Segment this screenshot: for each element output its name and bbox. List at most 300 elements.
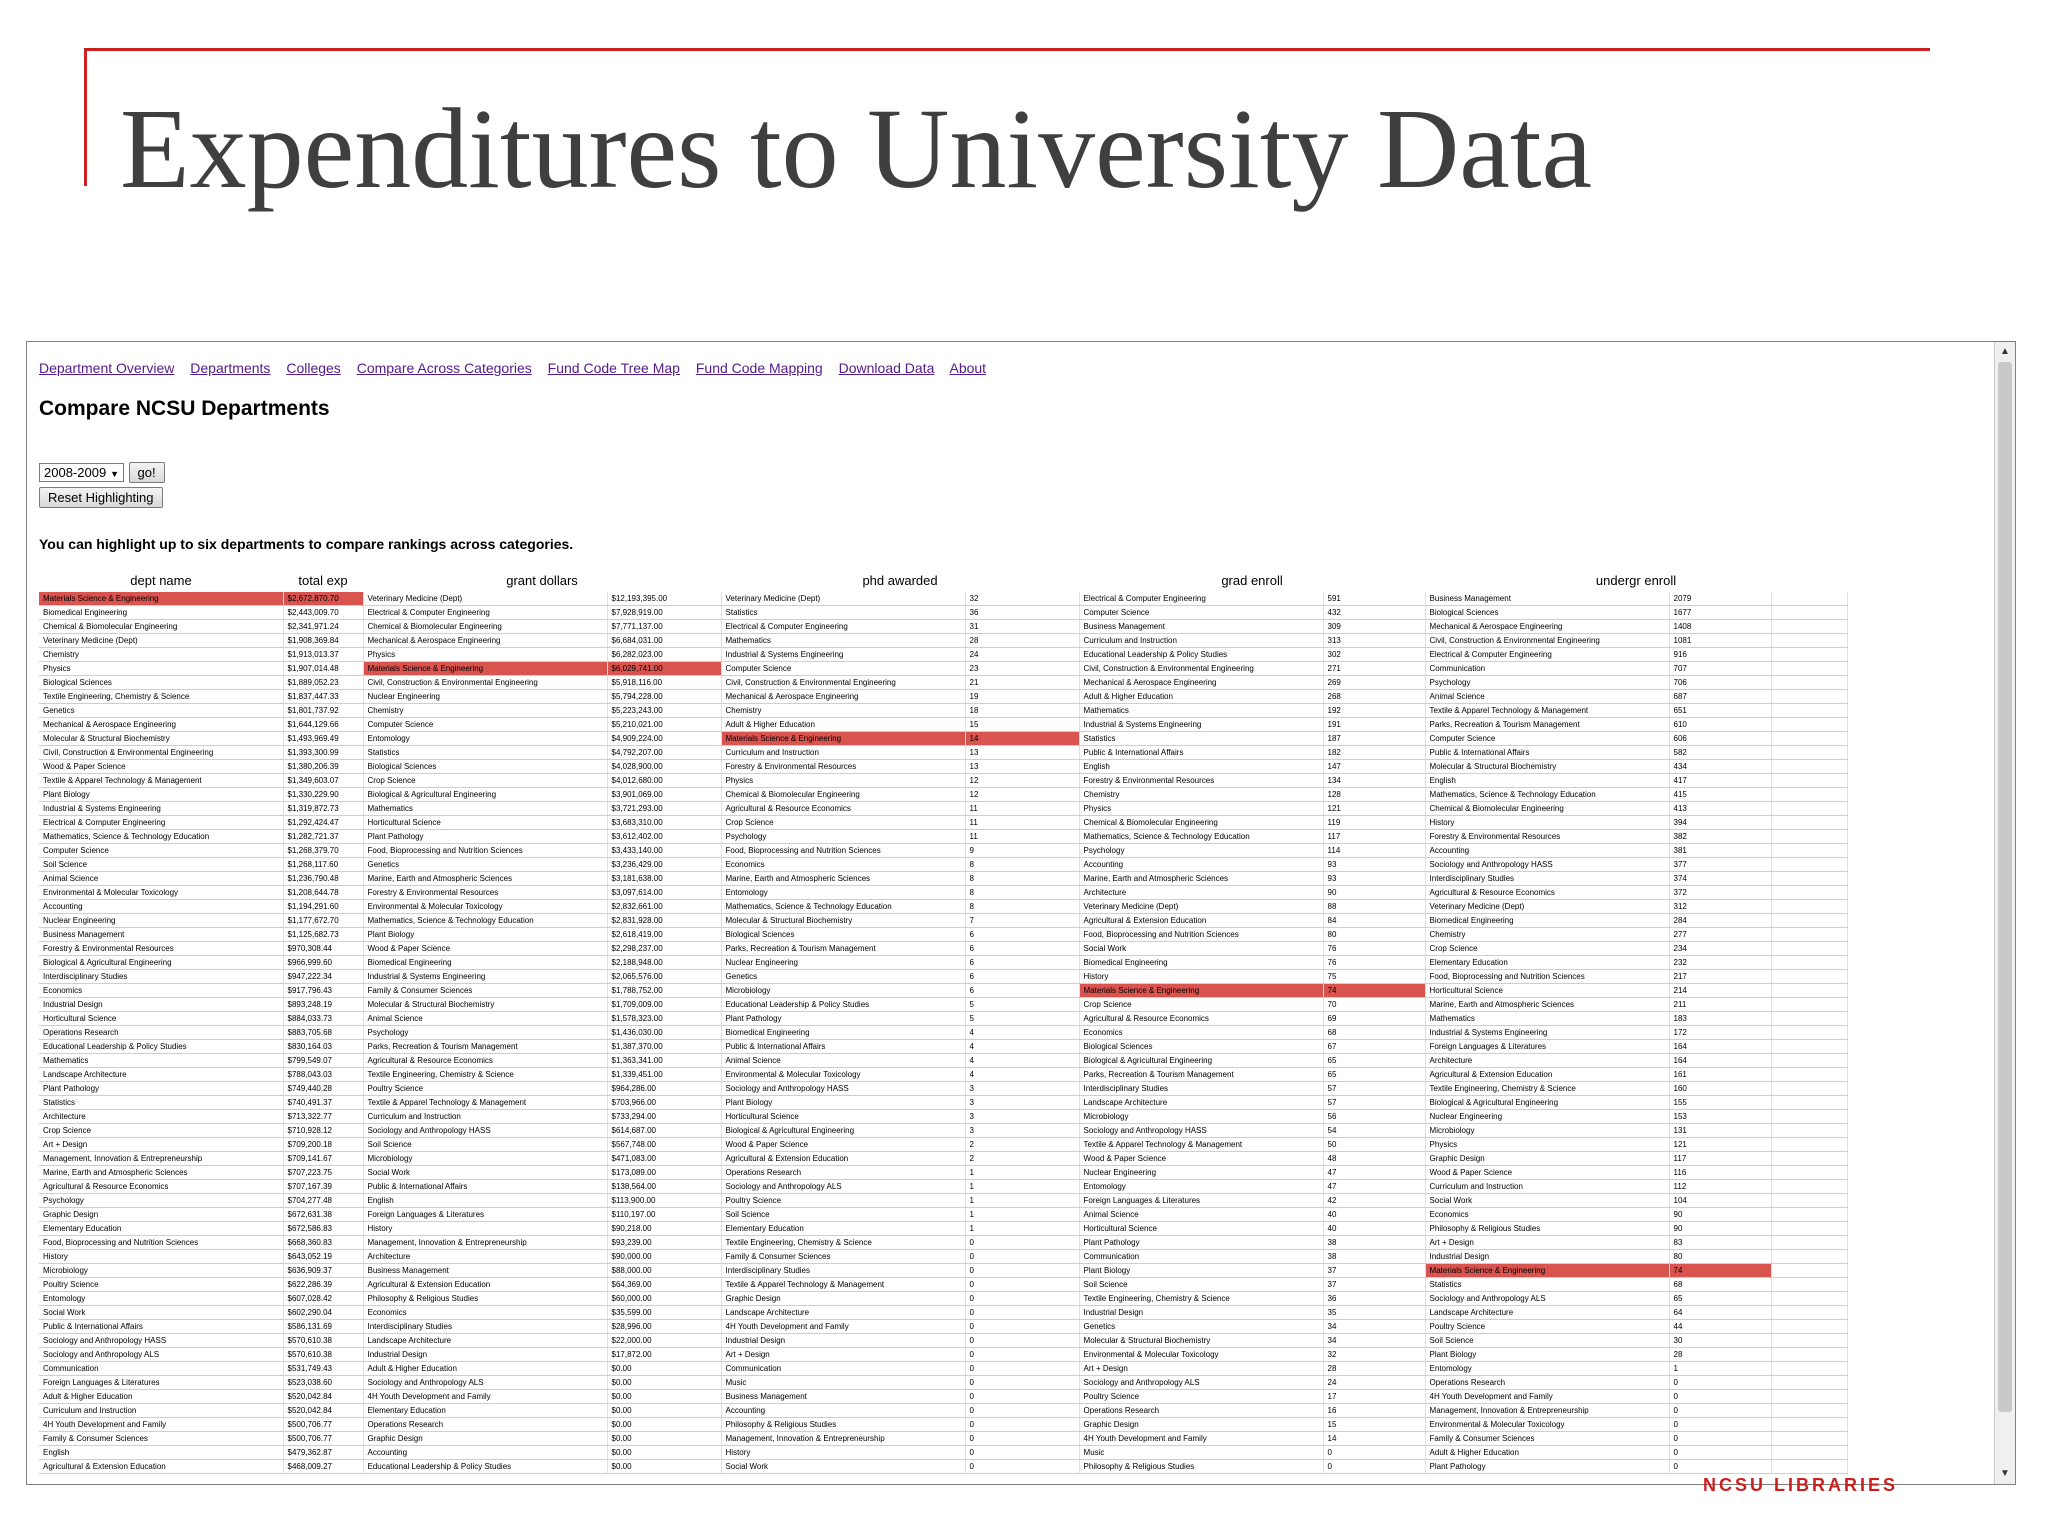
phd-awarded-dept-cell[interactable]: Educational Leadership & Policy Studies <box>721 998 965 1012</box>
phd-awarded-dept-cell[interactable]: Operations Research <box>721 1166 965 1180</box>
undergr-enroll-dept-cell[interactable]: Civil, Construction & Environmental Engineering <box>1425 634 1669 648</box>
total-exp-dept-cell[interactable]: Animal Science <box>39 872 283 886</box>
scroll-up-arrow-icon[interactable]: ▲ <box>2000 346 2010 357</box>
grad-enroll-dept-cell[interactable]: Art + Design <box>1079 1362 1323 1376</box>
total-exp-dept-cell[interactable]: Management, Innovation & Entrepreneurship <box>39 1152 283 1166</box>
undergr-enroll-dept-cell[interactable]: Chemical & Biomolecular Engineering <box>1425 802 1669 816</box>
phd-awarded-dept-cell[interactable]: Economics <box>721 858 965 872</box>
undergr-enroll-dept-cell[interactable]: English <box>1425 774 1669 788</box>
undergr-enroll-dept-cell[interactable]: Agricultural & Extension Education <box>1425 1068 1669 1082</box>
go-button[interactable]: go! <box>129 462 165 483</box>
undergr-enroll-dept-cell[interactable]: Soil Science <box>1425 1334 1669 1348</box>
total-exp-dept-cell[interactable]: Educational Leadership & Policy Studies <box>39 1040 283 1054</box>
total-exp-dept-cell[interactable]: 4H Youth Development and Family <box>39 1418 283 1432</box>
phd-awarded-dept-cell[interactable]: Textile Engineering, Chemistry & Science <box>721 1236 965 1250</box>
grad-enroll-dept-cell[interactable]: Soil Science <box>1079 1278 1323 1292</box>
undergr-enroll-dept-cell[interactable]: Adult & Higher Education <box>1425 1446 1669 1460</box>
grad-enroll-dept-cell[interactable]: Marine, Earth and Atmospheric Sciences <box>1079 872 1323 886</box>
grad-enroll-dept-cell[interactable]: Business Management <box>1079 620 1323 634</box>
phd-awarded-dept-cell[interactable]: Business Management <box>721 1390 965 1404</box>
grad-enroll-dept-cell[interactable]: Psychology <box>1079 844 1323 858</box>
grad-enroll-dept-cell[interactable]: Sociology and Anthropology HASS <box>1079 1124 1323 1138</box>
phd-awarded-dept-cell[interactable]: Industrial Design <box>721 1334 965 1348</box>
grad-enroll-dept-cell[interactable]: Parks, Recreation & Tourism Management <box>1079 1068 1323 1082</box>
phd-awarded-dept-cell[interactable]: Physics <box>721 774 965 788</box>
undergr-enroll-dept-cell[interactable]: Elementary Education <box>1425 956 1669 970</box>
grant-dollars-dept-cell[interactable]: Interdisciplinary Studies <box>363 1320 607 1334</box>
undergr-enroll-dept-cell[interactable]: Physics <box>1425 1138 1669 1152</box>
total-exp-dept-cell[interactable]: Mathematics, Science & Technology Education <box>39 830 283 844</box>
grad-enroll-dept-cell[interactable]: Biomedical Engineering <box>1079 956 1323 970</box>
undergr-enroll-dept-cell[interactable]: Sociology and Anthropology HASS <box>1425 858 1669 872</box>
nav-link-departments[interactable]: Departments <box>190 360 271 376</box>
grant-dollars-dept-cell[interactable]: Management, Innovation & Entrepreneurship <box>363 1236 607 1250</box>
grant-dollars-dept-cell[interactable]: Architecture <box>363 1250 607 1264</box>
total-exp-dept-cell[interactable]: Textile & Apparel Technology & Management <box>39 774 283 788</box>
grant-dollars-dept-cell[interactable]: Soil Science <box>363 1138 607 1152</box>
undergr-enroll-dept-cell[interactable]: Family & Consumer Sciences <box>1425 1432 1669 1446</box>
total-exp-dept-cell[interactable]: Electrical & Computer Engineering <box>39 816 283 830</box>
undergr-enroll-dept-cell[interactable]: Entomology <box>1425 1362 1669 1376</box>
total-exp-dept-cell[interactable]: Agricultural & Extension Education <box>39 1460 283 1474</box>
grant-dollars-dept-cell[interactable]: Curriculum and Instruction <box>363 1110 607 1124</box>
phd-awarded-dept-cell[interactable]: Microbiology <box>721 984 965 998</box>
undergr-enroll-dept-cell[interactable]: Graphic Design <box>1425 1152 1669 1166</box>
grad-enroll-dept-cell[interactable]: Foreign Languages & Literatures <box>1079 1194 1323 1208</box>
total-exp-dept-cell[interactable]: Marine, Earth and Atmospheric Sciences <box>39 1166 283 1180</box>
total-exp-dept-cell[interactable]: Industrial Design <box>39 998 283 1012</box>
total-exp-dept-cell[interactable]: Curriculum and Instruction <box>39 1404 283 1418</box>
total-exp-dept-cell[interactable]: Biomedical Engineering <box>39 606 283 620</box>
grad-enroll-dept-cell[interactable]: Wood & Paper Science <box>1079 1152 1323 1166</box>
total-exp-dept-cell[interactable]: Mechanical & Aerospace Engineering <box>39 718 283 732</box>
undergr-enroll-dept-cell[interactable]: Business Management <box>1425 592 1669 606</box>
total-exp-dept-cell[interactable]: Social Work <box>39 1306 283 1320</box>
grant-dollars-dept-cell[interactable]: Wood & Paper Science <box>363 942 607 956</box>
phd-awarded-dept-cell[interactable]: Plant Biology <box>721 1096 965 1110</box>
grant-dollars-dept-cell[interactable]: Industrial Design <box>363 1348 607 1362</box>
grad-enroll-dept-cell[interactable]: Plant Pathology <box>1079 1236 1323 1250</box>
undergr-enroll-dept-cell[interactable]: Environmental & Molecular Toxicology <box>1425 1418 1669 1432</box>
grad-enroll-dept-cell[interactable]: Computer Science <box>1079 606 1323 620</box>
vertical-scrollbar[interactable] <box>1994 342 2015 1484</box>
phd-awarded-dept-cell[interactable]: Electrical & Computer Engineering <box>721 620 965 634</box>
grad-enroll-dept-cell[interactable]: Music <box>1079 1446 1323 1460</box>
total-exp-dept-cell[interactable]: Industrial & Systems Engineering <box>39 802 283 816</box>
grad-enroll-dept-cell[interactable]: Nuclear Engineering <box>1079 1166 1323 1180</box>
grad-enroll-dept-cell[interactable]: Biological Sciences <box>1079 1040 1323 1054</box>
grad-enroll-dept-cell[interactable]: Economics <box>1079 1026 1323 1040</box>
grad-enroll-dept-cell[interactable]: Mathematics, Science & Technology Education <box>1079 830 1323 844</box>
total-exp-dept-cell[interactable]: Crop Science <box>39 1124 283 1138</box>
grad-enroll-dept-cell[interactable]: Molecular & Structural Biochemistry <box>1079 1334 1323 1348</box>
grad-enroll-dept-cell[interactable]: Social Work <box>1079 942 1323 956</box>
total-exp-dept-cell[interactable]: Interdisciplinary Studies <box>39 970 283 984</box>
total-exp-dept-cell[interactable]: Food, Bioprocessing and Nutrition Sciences <box>39 1236 283 1250</box>
grant-dollars-dept-cell[interactable]: Chemistry <box>363 704 607 718</box>
undergr-enroll-dept-cell[interactable]: Crop Science <box>1425 942 1669 956</box>
grant-dollars-dept-cell[interactable]: Molecular & Structural Biochemistry <box>363 998 607 1012</box>
undergr-enroll-dept-cell[interactable]: Art + Design <box>1425 1236 1669 1250</box>
grant-dollars-dept-cell[interactable]: Plant Pathology <box>363 830 607 844</box>
total-exp-dept-cell[interactable]: Horticultural Science <box>39 1012 283 1026</box>
undergr-enroll-dept-cell[interactable]: Communication <box>1425 662 1669 676</box>
grant-dollars-dept-cell[interactable]: Family & Consumer Sciences <box>363 984 607 998</box>
phd-awarded-dept-cell[interactable]: Graphic Design <box>721 1292 965 1306</box>
grad-enroll-dept-cell[interactable]: Veterinary Medicine (Dept) <box>1079 900 1323 914</box>
phd-awarded-dept-cell[interactable]: Materials Science & Engineering <box>721 732 965 746</box>
grad-enroll-dept-cell[interactable]: Civil, Construction & Environmental Engineering <box>1079 662 1323 676</box>
total-exp-dept-cell[interactable]: Art + Design <box>39 1138 283 1152</box>
undergr-enroll-dept-cell[interactable]: Philosophy & Religious Studies <box>1425 1222 1669 1236</box>
grant-dollars-dept-cell[interactable]: Agricultural & Extension Education <box>363 1278 607 1292</box>
total-exp-dept-cell[interactable]: Chemistry <box>39 648 283 662</box>
nav-link-download-data[interactable]: Download Data <box>838 360 935 376</box>
grad-enroll-dept-cell[interactable]: Accounting <box>1079 858 1323 872</box>
total-exp-dept-cell[interactable]: English <box>39 1446 283 1460</box>
reset-highlighting-button[interactable]: Reset Highlighting <box>39 487 163 508</box>
grant-dollars-dept-cell[interactable]: Plant Biology <box>363 928 607 942</box>
phd-awarded-dept-cell[interactable]: Statistics <box>721 606 965 620</box>
grant-dollars-dept-cell[interactable]: Economics <box>363 1306 607 1320</box>
grad-enroll-dept-cell[interactable]: Plant Biology <box>1079 1264 1323 1278</box>
phd-awarded-dept-cell[interactable]: Entomology <box>721 886 965 900</box>
undergr-enroll-dept-cell[interactable]: Biomedical Engineering <box>1425 914 1669 928</box>
grad-enroll-dept-cell[interactable]: Poultry Science <box>1079 1390 1323 1404</box>
grad-enroll-dept-cell[interactable]: Electrical & Computer Engineering <box>1079 592 1323 606</box>
phd-awarded-dept-cell[interactable]: Crop Science <box>721 816 965 830</box>
undergr-enroll-dept-cell[interactable]: Nuclear Engineering <box>1425 1110 1669 1124</box>
undergr-enroll-dept-cell[interactable]: 4H Youth Development and Family <box>1425 1390 1669 1404</box>
nav-link-colleges[interactable]: Colleges <box>286 360 341 376</box>
phd-awarded-dept-cell[interactable]: Civil, Construction & Environmental Engineering <box>721 676 965 690</box>
total-exp-dept-cell[interactable]: Biological Sciences <box>39 676 283 690</box>
grant-dollars-dept-cell[interactable]: Marine, Earth and Atmospheric Sciences <box>363 872 607 886</box>
undergr-enroll-dept-cell[interactable]: Industrial Design <box>1425 1250 1669 1264</box>
grant-dollars-dept-cell[interactable]: English <box>363 1194 607 1208</box>
grad-enroll-dept-cell[interactable]: Landscape Architecture <box>1079 1096 1323 1110</box>
nav-link-fund-code-mapping[interactable]: Fund Code Mapping <box>695 360 823 376</box>
grant-dollars-dept-cell[interactable]: Electrical & Computer Engineering <box>363 606 607 620</box>
undergr-enroll-dept-cell[interactable]: Molecular & Structural Biochemistry <box>1425 760 1669 774</box>
phd-awarded-dept-cell[interactable]: Nuclear Engineering <box>721 956 965 970</box>
phd-awarded-dept-cell[interactable]: Molecular & Structural Biochemistry <box>721 914 965 928</box>
phd-awarded-dept-cell[interactable]: Plant Pathology <box>721 1012 965 1026</box>
undergr-enroll-dept-cell[interactable]: Parks, Recreation & Tourism Management <box>1425 718 1669 732</box>
grant-dollars-dept-cell[interactable]: Sociology and Anthropology HASS <box>363 1124 607 1138</box>
grant-dollars-dept-cell[interactable]: Materials Science & Engineering <box>363 662 607 676</box>
phd-awarded-dept-cell[interactable]: Biological Sciences <box>721 928 965 942</box>
grad-enroll-dept-cell[interactable]: Philosophy & Religious Studies <box>1079 1460 1323 1474</box>
grant-dollars-dept-cell[interactable]: Foreign Languages & Literatures <box>363 1208 607 1222</box>
undergr-enroll-dept-cell[interactable]: Chemistry <box>1425 928 1669 942</box>
grant-dollars-dept-cell[interactable]: Textile & Apparel Technology & Management <box>363 1096 607 1110</box>
total-exp-dept-cell[interactable]: Economics <box>39 984 283 998</box>
phd-awarded-dept-cell[interactable]: Mathematics <box>721 634 965 648</box>
grad-enroll-dept-cell[interactable]: Educational Leadership & Policy Studies <box>1079 648 1323 662</box>
undergr-enroll-dept-cell[interactable]: Operations Research <box>1425 1376 1669 1390</box>
grant-dollars-dept-cell[interactable]: 4H Youth Development and Family <box>363 1390 607 1404</box>
grad-enroll-dept-cell[interactable]: Chemistry <box>1079 788 1323 802</box>
phd-awarded-dept-cell[interactable]: Social Work <box>721 1460 965 1474</box>
grant-dollars-dept-cell[interactable]: Educational Leadership & Policy Studies <box>363 1460 607 1474</box>
undergr-enroll-dept-cell[interactable]: Mathematics, Science & Technology Education <box>1425 788 1669 802</box>
grad-enroll-dept-cell[interactable]: Environmental & Molecular Toxicology <box>1079 1348 1323 1362</box>
grant-dollars-dept-cell[interactable]: Microbiology <box>363 1152 607 1166</box>
total-exp-dept-cell[interactable]: Plant Pathology <box>39 1082 283 1096</box>
undergr-enroll-dept-cell[interactable]: Electrical & Computer Engineering <box>1425 648 1669 662</box>
undergr-enroll-dept-cell[interactable]: Horticultural Science <box>1425 984 1669 998</box>
grad-enroll-dept-cell[interactable]: Crop Science <box>1079 998 1323 1012</box>
total-exp-dept-cell[interactable]: Graphic Design <box>39 1208 283 1222</box>
grad-enroll-dept-cell[interactable]: Textile Engineering, Chemistry & Science <box>1079 1292 1323 1306</box>
total-exp-dept-cell[interactable]: Materials Science & Engineering <box>39 592 283 606</box>
phd-awarded-dept-cell[interactable]: History <box>721 1446 965 1460</box>
grad-enroll-dept-cell[interactable]: Entomology <box>1079 1180 1323 1194</box>
total-exp-dept-cell[interactable]: Civil, Construction & Environmental Engineering <box>39 746 283 760</box>
total-exp-dept-cell[interactable]: Business Management <box>39 928 283 942</box>
scrollbar-thumb[interactable] <box>1998 362 2012 1412</box>
phd-awarded-dept-cell[interactable]: Environmental & Molecular Toxicology <box>721 1068 965 1082</box>
grant-dollars-dept-cell[interactable]: Computer Science <box>363 718 607 732</box>
undergr-enroll-dept-cell[interactable]: Foreign Languages & Literatures <box>1425 1040 1669 1054</box>
grant-dollars-dept-cell[interactable]: History <box>363 1222 607 1236</box>
undergr-enroll-dept-cell[interactable]: Marine, Earth and Atmospheric Sciences <box>1425 998 1669 1012</box>
grant-dollars-dept-cell[interactable]: Forestry & Environmental Resources <box>363 886 607 900</box>
undergr-enroll-dept-cell[interactable]: Mathematics <box>1425 1012 1669 1026</box>
grad-enroll-dept-cell[interactable]: Interdisciplinary Studies <box>1079 1082 1323 1096</box>
grad-enroll-dept-cell[interactable]: Agricultural & Extension Education <box>1079 914 1323 928</box>
nav-link-about[interactable]: About <box>949 360 987 376</box>
grad-enroll-dept-cell[interactable]: Industrial & Systems Engineering <box>1079 718 1323 732</box>
phd-awarded-dept-cell[interactable]: Poultry Science <box>721 1194 965 1208</box>
total-exp-dept-cell[interactable]: Mathematics <box>39 1054 283 1068</box>
total-exp-dept-cell[interactable]: Architecture <box>39 1110 283 1124</box>
grad-enroll-dept-cell[interactable]: Food, Bioprocessing and Nutrition Sciences <box>1079 928 1323 942</box>
total-exp-dept-cell[interactable]: Communication <box>39 1362 283 1376</box>
grad-enroll-dept-cell[interactable]: Physics <box>1079 802 1323 816</box>
grad-enroll-dept-cell[interactable]: Industrial Design <box>1079 1306 1323 1320</box>
total-exp-dept-cell[interactable]: Agricultural & Resource Economics <box>39 1180 283 1194</box>
total-exp-dept-cell[interactable]: History <box>39 1250 283 1264</box>
grad-enroll-dept-cell[interactable]: Forestry & Environmental Resources <box>1079 774 1323 788</box>
nav-link-fund-code-tree-map[interactable]: Fund Code Tree Map <box>547 360 680 376</box>
grant-dollars-dept-cell[interactable]: Animal Science <box>363 1012 607 1026</box>
grant-dollars-dept-cell[interactable]: Veterinary Medicine (Dept) <box>363 592 607 606</box>
undergr-enroll-dept-cell[interactable]: Poultry Science <box>1425 1320 1669 1334</box>
phd-awarded-dept-cell[interactable]: Industrial & Systems Engineering <box>721 648 965 662</box>
grant-dollars-dept-cell[interactable]: Industrial & Systems Engineering <box>363 970 607 984</box>
grant-dollars-dept-cell[interactable]: Public & International Affairs <box>363 1180 607 1194</box>
grad-enroll-dept-cell[interactable]: Agricultural & Resource Economics <box>1079 1012 1323 1026</box>
undergr-enroll-dept-cell[interactable]: Materials Science & Engineering <box>1425 1264 1669 1278</box>
grant-dollars-dept-cell[interactable]: Accounting <box>363 1446 607 1460</box>
year-select[interactable] <box>39 463 124 482</box>
total-exp-dept-cell[interactable]: Plant Biology <box>39 788 283 802</box>
total-exp-dept-cell[interactable]: Foreign Languages & Literatures <box>39 1376 283 1390</box>
grant-dollars-dept-cell[interactable]: Sociology and Anthropology ALS <box>363 1376 607 1390</box>
undergr-enroll-dept-cell[interactable]: Textile & Apparel Technology & Management <box>1425 704 1669 718</box>
total-exp-dept-cell[interactable]: Entomology <box>39 1292 283 1306</box>
undergr-enroll-dept-cell[interactable]: Plant Pathology <box>1425 1460 1669 1474</box>
phd-awarded-dept-cell[interactable]: 4H Youth Development and Family <box>721 1320 965 1334</box>
total-exp-dept-cell[interactable]: Veterinary Medicine (Dept) <box>39 634 283 648</box>
phd-awarded-dept-cell[interactable]: Interdisciplinary Studies <box>721 1264 965 1278</box>
phd-awarded-dept-cell[interactable]: Psychology <box>721 830 965 844</box>
phd-awarded-dept-cell[interactable]: Chemical & Biomolecular Engineering <box>721 788 965 802</box>
total-exp-dept-cell[interactable]: Nuclear Engineering <box>39 914 283 928</box>
phd-awarded-dept-cell[interactable]: Family & Consumer Sciences <box>721 1250 965 1264</box>
total-exp-dept-cell[interactable]: Landscape Architecture <box>39 1068 283 1082</box>
undergr-enroll-dept-cell[interactable]: Forestry & Environmental Resources <box>1425 830 1669 844</box>
phd-awarded-dept-cell[interactable]: Wood & Paper Science <box>721 1138 965 1152</box>
grant-dollars-dept-cell[interactable]: Statistics <box>363 746 607 760</box>
total-exp-dept-cell[interactable]: Sociology and Anthropology HASS <box>39 1334 283 1348</box>
undergr-enroll-dept-cell[interactable]: Psychology <box>1425 676 1669 690</box>
grad-enroll-dept-cell[interactable]: Materials Science & Engineering <box>1079 984 1323 998</box>
phd-awarded-dept-cell[interactable]: Marine, Earth and Atmospheric Sciences <box>721 872 965 886</box>
phd-awarded-dept-cell[interactable]: Adult & Higher Education <box>721 718 965 732</box>
total-exp-dept-cell[interactable]: Adult & Higher Education <box>39 1390 283 1404</box>
undergr-enroll-dept-cell[interactable]: Social Work <box>1425 1194 1669 1208</box>
total-exp-dept-cell[interactable]: Chemical & Biomolecular Engineering <box>39 620 283 634</box>
undergr-enroll-dept-cell[interactable]: Statistics <box>1425 1278 1669 1292</box>
phd-awarded-dept-cell[interactable]: Accounting <box>721 1404 965 1418</box>
grant-dollars-dept-cell[interactable]: Business Management <box>363 1264 607 1278</box>
grant-dollars-dept-cell[interactable]: Genetics <box>363 858 607 872</box>
grant-dollars-dept-cell[interactable]: Nuclear Engineering <box>363 690 607 704</box>
grad-enroll-dept-cell[interactable]: Curriculum and Instruction <box>1079 634 1323 648</box>
undergr-enroll-dept-cell[interactable]: Agricultural & Resource Economics <box>1425 886 1669 900</box>
total-exp-dept-cell[interactable]: Wood & Paper Science <box>39 760 283 774</box>
phd-awarded-dept-cell[interactable]: Elementary Education <box>721 1222 965 1236</box>
grant-dollars-dept-cell[interactable]: Operations Research <box>363 1418 607 1432</box>
grant-dollars-dept-cell[interactable]: Food, Bioprocessing and Nutrition Sciences <box>363 844 607 858</box>
grad-enroll-dept-cell[interactable]: Microbiology <box>1079 1110 1323 1124</box>
total-exp-dept-cell[interactable]: Microbiology <box>39 1264 283 1278</box>
phd-awarded-dept-cell[interactable]: Forestry & Environmental Resources <box>721 760 965 774</box>
grad-enroll-dept-cell[interactable]: Textile & Apparel Technology & Management <box>1079 1138 1323 1152</box>
undergr-enroll-dept-cell[interactable]: Architecture <box>1425 1054 1669 1068</box>
grant-dollars-dept-cell[interactable]: Mechanical & Aerospace Engineering <box>363 634 607 648</box>
undergr-enroll-dept-cell[interactable]: History <box>1425 816 1669 830</box>
grad-enroll-dept-cell[interactable]: 4H Youth Development and Family <box>1079 1432 1323 1446</box>
undergr-enroll-dept-cell[interactable]: Interdisciplinary Studies <box>1425 872 1669 886</box>
total-exp-dept-cell[interactable]: Physics <box>39 662 283 676</box>
undergr-enroll-dept-cell[interactable]: Plant Biology <box>1425 1348 1669 1362</box>
total-exp-dept-cell[interactable]: Soil Science <box>39 858 283 872</box>
undergr-enroll-dept-cell[interactable]: Microbiology <box>1425 1124 1669 1138</box>
grant-dollars-dept-cell[interactable]: Parks, Recreation & Tourism Management <box>363 1040 607 1054</box>
grad-enroll-dept-cell[interactable]: Public & International Affairs <box>1079 746 1323 760</box>
total-exp-dept-cell[interactable]: Poultry Science <box>39 1278 283 1292</box>
grant-dollars-dept-cell[interactable]: Environmental & Molecular Toxicology <box>363 900 607 914</box>
grant-dollars-dept-cell[interactable]: Mathematics <box>363 802 607 816</box>
grant-dollars-dept-cell[interactable]: Elementary Education <box>363 1404 607 1418</box>
total-exp-dept-cell[interactable]: Computer Science <box>39 844 283 858</box>
phd-awarded-dept-cell[interactable]: Chemistry <box>721 704 965 718</box>
grad-enroll-dept-cell[interactable]: Animal Science <box>1079 1208 1323 1222</box>
grant-dollars-dept-cell[interactable]: Biomedical Engineering <box>363 956 607 970</box>
undergr-enroll-dept-cell[interactable]: Economics <box>1425 1208 1669 1222</box>
grad-enroll-dept-cell[interactable]: Chemical & Biomolecular Engineering <box>1079 816 1323 830</box>
nav-link-department-overview[interactable]: Department Overview <box>39 360 175 376</box>
undergr-enroll-dept-cell[interactable]: Industrial & Systems Engineering <box>1425 1026 1669 1040</box>
undergr-enroll-dept-cell[interactable]: Curriculum and Instruction <box>1425 1180 1669 1194</box>
phd-awarded-dept-cell[interactable]: Mechanical & Aerospace Engineering <box>721 690 965 704</box>
phd-awarded-dept-cell[interactable]: Sociology and Anthropology HASS <box>721 1082 965 1096</box>
grant-dollars-dept-cell[interactable]: Poultry Science <box>363 1082 607 1096</box>
grad-enroll-dept-cell[interactable]: English <box>1079 760 1323 774</box>
grant-dollars-dept-cell[interactable]: Graphic Design <box>363 1432 607 1446</box>
phd-awarded-dept-cell[interactable]: Sociology and Anthropology ALS <box>721 1180 965 1194</box>
grant-dollars-dept-cell[interactable]: Horticultural Science <box>363 816 607 830</box>
undergr-enroll-dept-cell[interactable]: Animal Science <box>1425 690 1669 704</box>
phd-awarded-dept-cell[interactable]: Curriculum and Instruction <box>721 746 965 760</box>
total-exp-dept-cell[interactable]: Textile Engineering, Chemistry & Science <box>39 690 283 704</box>
grad-enroll-dept-cell[interactable]: Communication <box>1079 1250 1323 1264</box>
undergr-enroll-dept-cell[interactable]: Landscape Architecture <box>1425 1306 1669 1320</box>
phd-awarded-dept-cell[interactable]: Management, Innovation & Entrepreneurship <box>721 1432 965 1446</box>
grad-enroll-dept-cell[interactable]: Statistics <box>1079 732 1323 746</box>
undergr-enroll-dept-cell[interactable]: Sociology and Anthropology ALS <box>1425 1292 1669 1306</box>
undergr-enroll-dept-cell[interactable]: Veterinary Medicine (Dept) <box>1425 900 1669 914</box>
grad-enroll-dept-cell[interactable]: Graphic Design <box>1079 1418 1323 1432</box>
undergr-enroll-dept-cell[interactable]: Mechanical & Aerospace Engineering <box>1425 620 1669 634</box>
grad-enroll-dept-cell[interactable]: Adult & Higher Education <box>1079 690 1323 704</box>
grant-dollars-dept-cell[interactable]: Textile Engineering, Chemistry & Science <box>363 1068 607 1082</box>
grad-enroll-dept-cell[interactable]: Architecture <box>1079 886 1323 900</box>
grant-dollars-dept-cell[interactable]: Biological Sciences <box>363 760 607 774</box>
undergr-enroll-dept-cell[interactable]: Textile Engineering, Chemistry & Science <box>1425 1082 1669 1096</box>
phd-awarded-dept-cell[interactable]: Mathematics, Science & Technology Education <box>721 900 965 914</box>
grad-enroll-dept-cell[interactable]: Sociology and Anthropology ALS <box>1079 1376 1323 1390</box>
total-exp-dept-cell[interactable]: Biological & Agricultural Engineering <box>39 956 283 970</box>
grant-dollars-dept-cell[interactable]: Biological & Agricultural Engineering <box>363 788 607 802</box>
grad-enroll-dept-cell[interactable]: Biological & Agricultural Engineering <box>1079 1054 1323 1068</box>
total-exp-dept-cell[interactable]: Psychology <box>39 1194 283 1208</box>
phd-awarded-dept-cell[interactable]: Music <box>721 1376 965 1390</box>
total-exp-dept-cell[interactable]: Operations Research <box>39 1026 283 1040</box>
phd-awarded-dept-cell[interactable]: Soil Science <box>721 1208 965 1222</box>
grant-dollars-dept-cell[interactable]: Crop Science <box>363 774 607 788</box>
grant-dollars-dept-cell[interactable]: Entomology <box>363 732 607 746</box>
total-exp-dept-cell[interactable]: Forestry & Environmental Resources <box>39 942 283 956</box>
phd-awarded-dept-cell[interactable]: Public & International Affairs <box>721 1040 965 1054</box>
total-exp-dept-cell[interactable]: Molecular & Structural Biochemistry <box>39 732 283 746</box>
total-exp-dept-cell[interactable]: Elementary Education <box>39 1222 283 1236</box>
grant-dollars-dept-cell[interactable]: Chemical & Biomolecular Engineering <box>363 620 607 634</box>
phd-awarded-dept-cell[interactable]: Computer Science <box>721 662 965 676</box>
phd-awarded-dept-cell[interactable]: Food, Bioprocessing and Nutrition Sciences <box>721 844 965 858</box>
grad-enroll-dept-cell[interactable]: Mathematics <box>1079 704 1323 718</box>
nav-link-compare-across-categories[interactable]: Compare Across Categories <box>356 360 532 376</box>
grad-enroll-dept-cell[interactable]: Horticultural Science <box>1079 1222 1323 1236</box>
total-exp-dept-cell[interactable]: Family & Consumer Sciences <box>39 1432 283 1446</box>
phd-awarded-dept-cell[interactable]: Veterinary Medicine (Dept) <box>721 592 965 606</box>
grant-dollars-dept-cell[interactable]: Mathematics, Science & Technology Education <box>363 914 607 928</box>
grant-dollars-dept-cell[interactable]: Agricultural & Resource Economics <box>363 1054 607 1068</box>
undergr-enroll-dept-cell[interactable]: Computer Science <box>1425 732 1669 746</box>
grad-enroll-dept-cell[interactable]: Operations Research <box>1079 1404 1323 1418</box>
grad-enroll-dept-cell[interactable]: Mechanical & Aerospace Engineering <box>1079 676 1323 690</box>
total-exp-dept-cell[interactable]: Statistics <box>39 1096 283 1110</box>
phd-awarded-dept-cell[interactable]: Communication <box>721 1362 965 1376</box>
undergr-enroll-dept-cell[interactable]: Wood & Paper Science <box>1425 1166 1669 1180</box>
undergr-enroll-dept-cell[interactable]: Biological & Agricultural Engineering <box>1425 1096 1669 1110</box>
grant-dollars-dept-cell[interactable]: Landscape Architecture <box>363 1334 607 1348</box>
total-exp-dept-cell[interactable]: Environmental & Molecular Toxicology <box>39 886 283 900</box>
